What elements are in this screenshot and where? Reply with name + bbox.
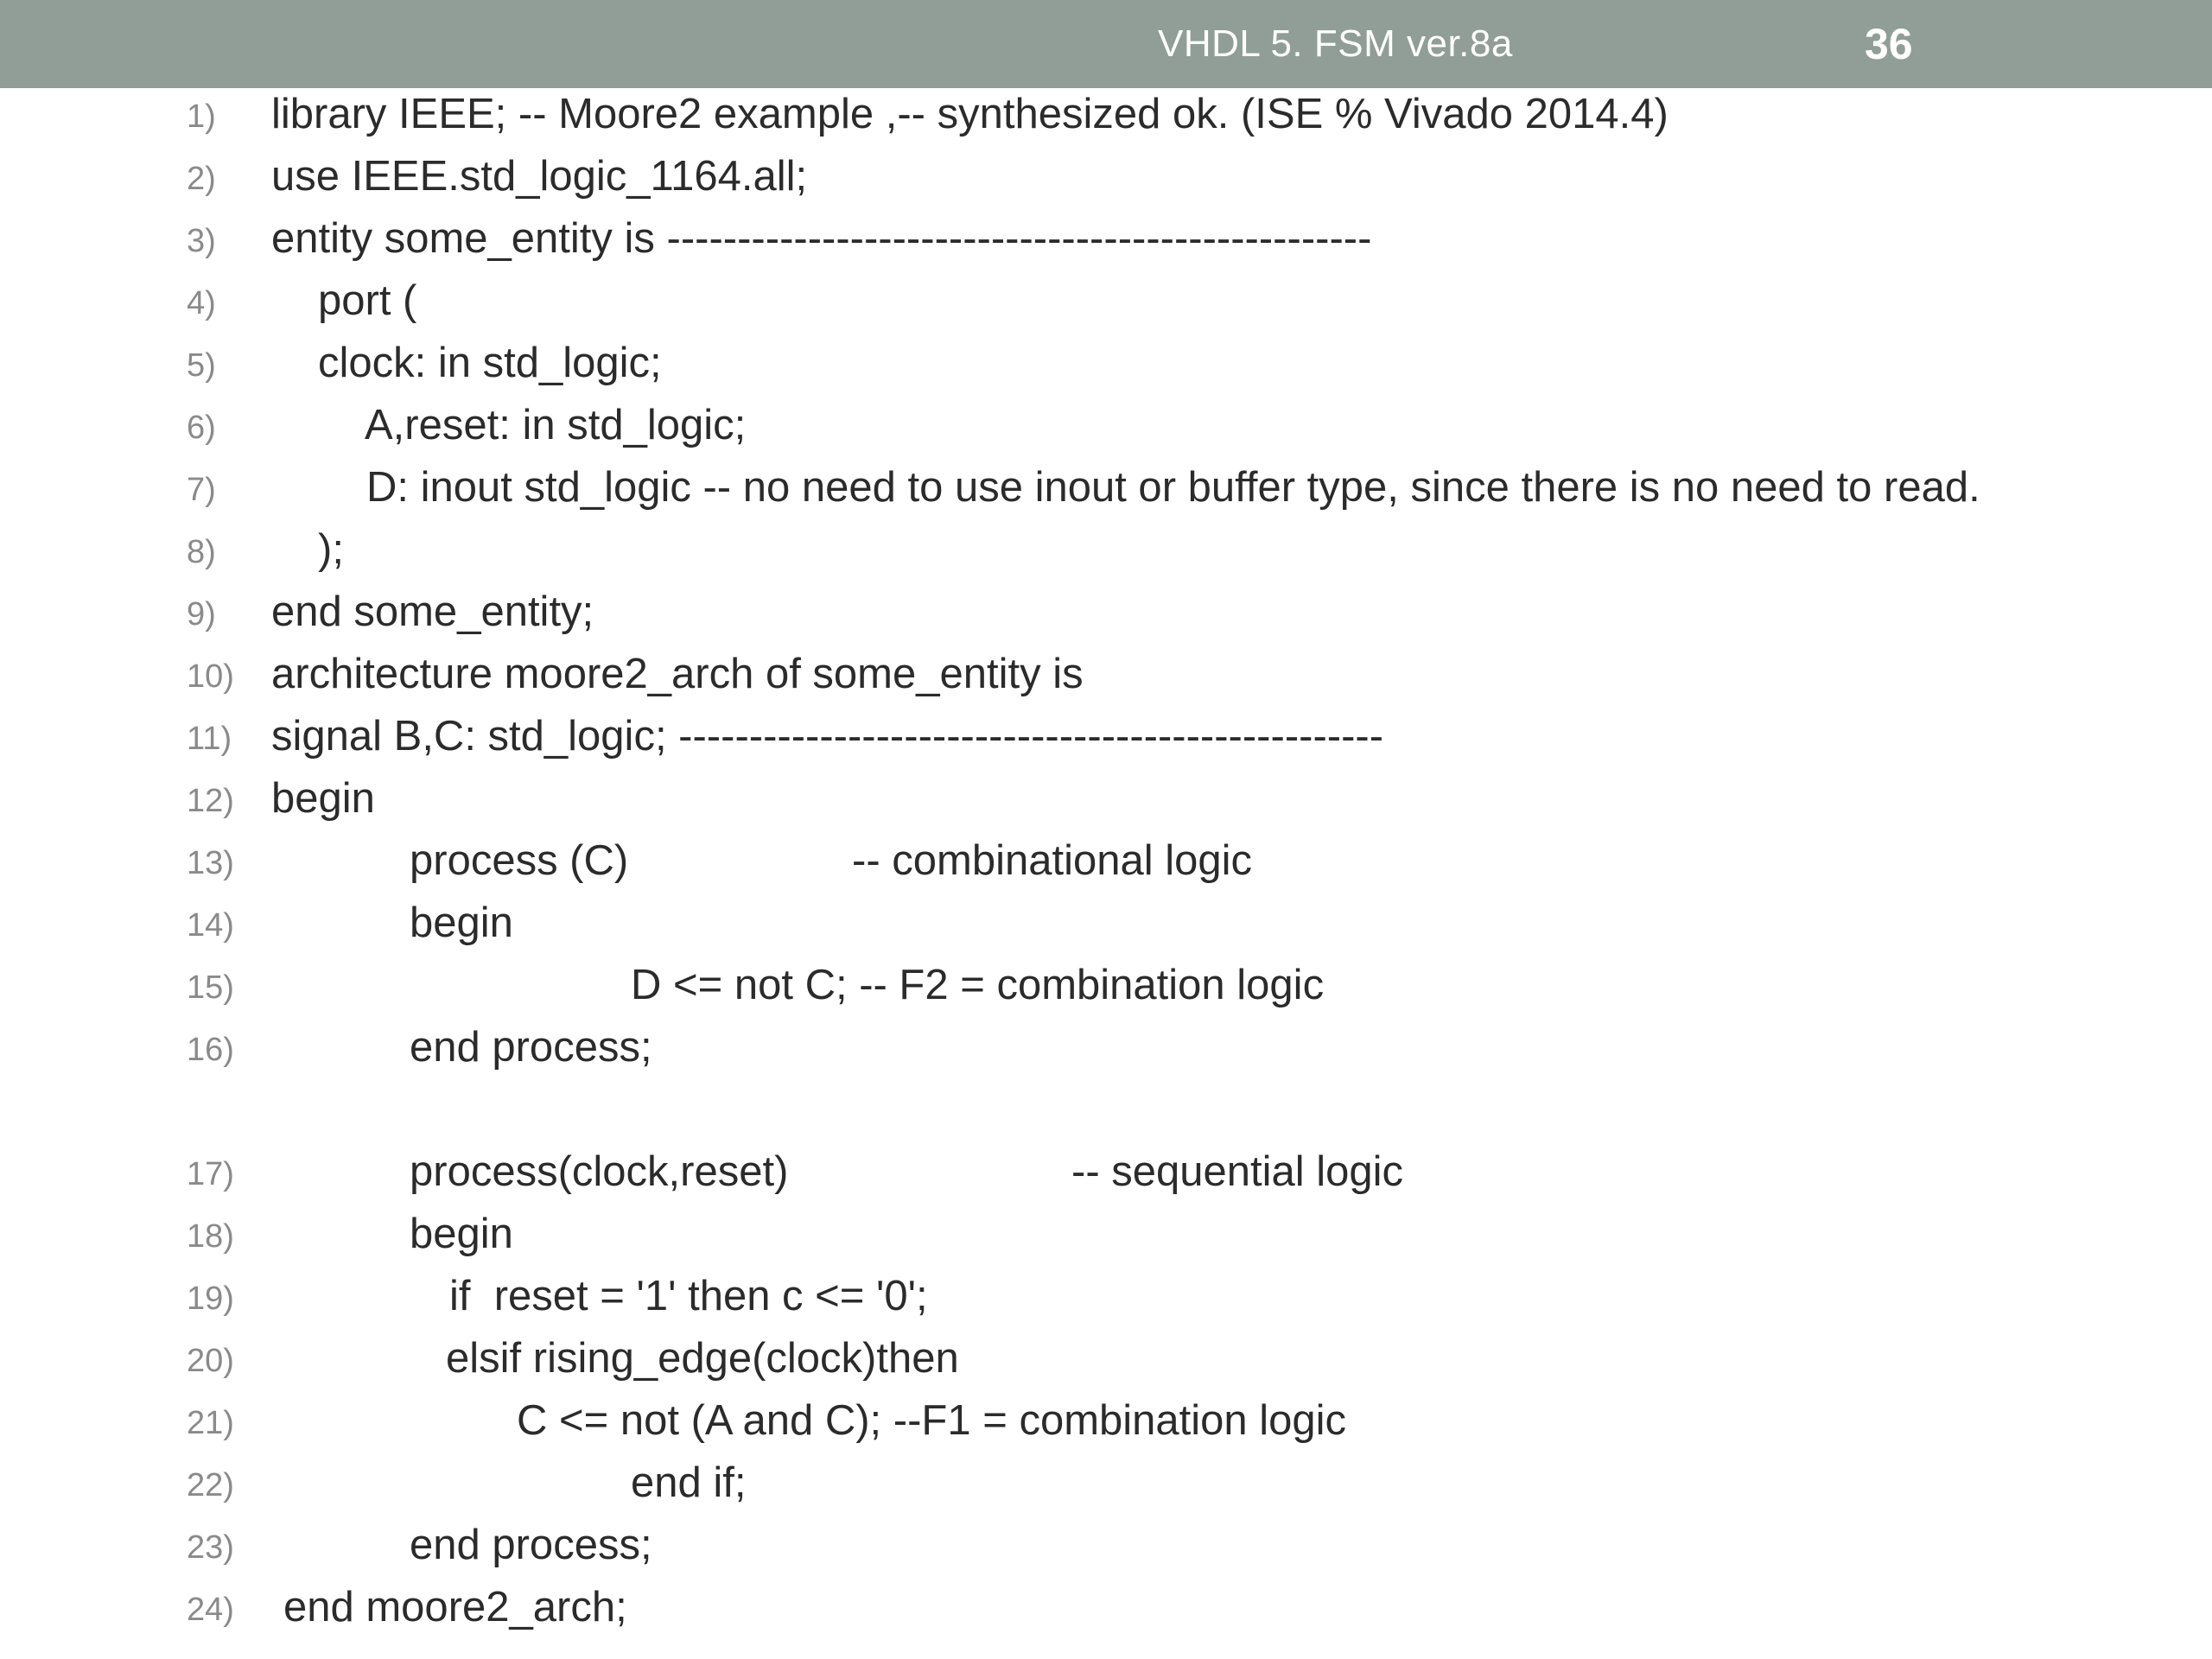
line-number: 18) bbox=[187, 1218, 234, 1255]
code-line bbox=[0, 339, 2212, 401]
code-line bbox=[0, 712, 2212, 774]
code-line bbox=[0, 1459, 2212, 1521]
line-text: clock: in std_logic; bbox=[318, 340, 662, 386]
line-text: begin bbox=[410, 899, 513, 946]
line-text: process(clock,reset) bbox=[410, 1148, 789, 1195]
line-text: end process; bbox=[410, 1522, 652, 1568]
line-number: 20) bbox=[187, 1343, 234, 1379]
line-number: 19) bbox=[187, 1281, 234, 1317]
code-line bbox=[0, 1521, 2212, 1583]
slide-subtitle: VHDL 5. FSM ver.8a bbox=[1158, 22, 1513, 65]
code-line bbox=[0, 1583, 2212, 1645]
line-number: 5) bbox=[187, 347, 216, 384]
code-line bbox=[0, 1023, 2212, 1085]
line-text: end moore2_arch; bbox=[283, 1584, 627, 1630]
line-number: 21) bbox=[187, 1405, 234, 1441]
line-number: 13) bbox=[187, 845, 234, 881]
code-line bbox=[0, 401, 2212, 463]
line-number: 8) bbox=[187, 534, 216, 570]
line-text: D: inout std_logic -- no need to use inout or buffer type, since there is no need to read. bbox=[366, 464, 1980, 511]
line-number: 1) bbox=[187, 99, 216, 135]
line-number: 24) bbox=[187, 1592, 234, 1628]
line-number: 10) bbox=[187, 658, 234, 695]
code-line bbox=[0, 961, 2212, 1023]
line-number: 17) bbox=[187, 1156, 234, 1192]
line-number: 16) bbox=[187, 1032, 234, 1068]
code-line bbox=[0, 1272, 2212, 1334]
line-text: end some_entity; bbox=[271, 588, 594, 635]
line-text: if reset = '1' then c <= '0'; bbox=[449, 1273, 928, 1319]
line-text: architecture moore2_arch of some_entity is bbox=[271, 651, 1084, 697]
code-line bbox=[0, 1334, 2212, 1396]
line-text: library IEEE; -- Moore2 example ,-- synthesized ok. (ISE % Vivado 2014.4) bbox=[271, 91, 1669, 137]
page-number: 36 bbox=[1865, 20, 1913, 68]
line-number: 9) bbox=[187, 596, 216, 632]
code-line bbox=[0, 650, 2212, 712]
code-line bbox=[0, 899, 2212, 961]
code-line bbox=[0, 588, 2212, 650]
code-line bbox=[0, 525, 2212, 588]
code-line bbox=[0, 276, 2212, 339]
line-text: begin bbox=[410, 1211, 513, 1257]
code-line bbox=[0, 1396, 2212, 1459]
line-number: 3) bbox=[187, 223, 216, 259]
line-comment: -- sequential logic bbox=[1071, 1148, 1404, 1195]
code-line bbox=[0, 774, 2212, 836]
line-number: 14) bbox=[187, 907, 234, 944]
line-text: entity some_entity is -------------------------------------------------- bbox=[271, 215, 1372, 262]
line-text: A,reset: in std_logic; bbox=[365, 402, 747, 448]
code-line bbox=[0, 836, 2212, 899]
line-number: 12) bbox=[187, 783, 234, 819]
line-text: end process; bbox=[410, 1024, 652, 1071]
code-line bbox=[0, 1147, 2212, 1210]
line-number: 15) bbox=[187, 969, 234, 1006]
line-number: 4) bbox=[187, 285, 216, 321]
code-line bbox=[0, 90, 2212, 152]
code-line bbox=[0, 463, 2212, 525]
line-text: end if; bbox=[631, 1459, 747, 1506]
line-text: use IEEE.std_logic_1164.all; bbox=[271, 153, 808, 200]
line-text: elsif rising_edge(clock)then bbox=[446, 1335, 959, 1382]
code-line bbox=[0, 214, 2212, 276]
line-number: 2) bbox=[187, 161, 216, 197]
line-text: port ( bbox=[318, 277, 417, 324]
line-text: C <= not (A and C); --F1 = combination logic bbox=[517, 1397, 1347, 1444]
line-text: process (C) bbox=[410, 837, 629, 884]
line-text: D <= not C; -- F2 = combination logic bbox=[631, 962, 1325, 1008]
line-number: 7) bbox=[187, 472, 216, 508]
line-number: 11) bbox=[187, 721, 232, 757]
line-text: signal B,C: std_logic; -------------------------------------------------- bbox=[271, 713, 1384, 760]
line-number: 22) bbox=[187, 1467, 234, 1503]
line-number: 6) bbox=[187, 410, 216, 446]
code-line bbox=[0, 152, 2212, 214]
line-text: ); bbox=[318, 526, 344, 573]
line-comment: -- combinational logic bbox=[852, 837, 1252, 884]
line-text: begin bbox=[271, 775, 375, 822]
line-number: 23) bbox=[187, 1529, 234, 1566]
code-line bbox=[0, 1210, 2212, 1272]
